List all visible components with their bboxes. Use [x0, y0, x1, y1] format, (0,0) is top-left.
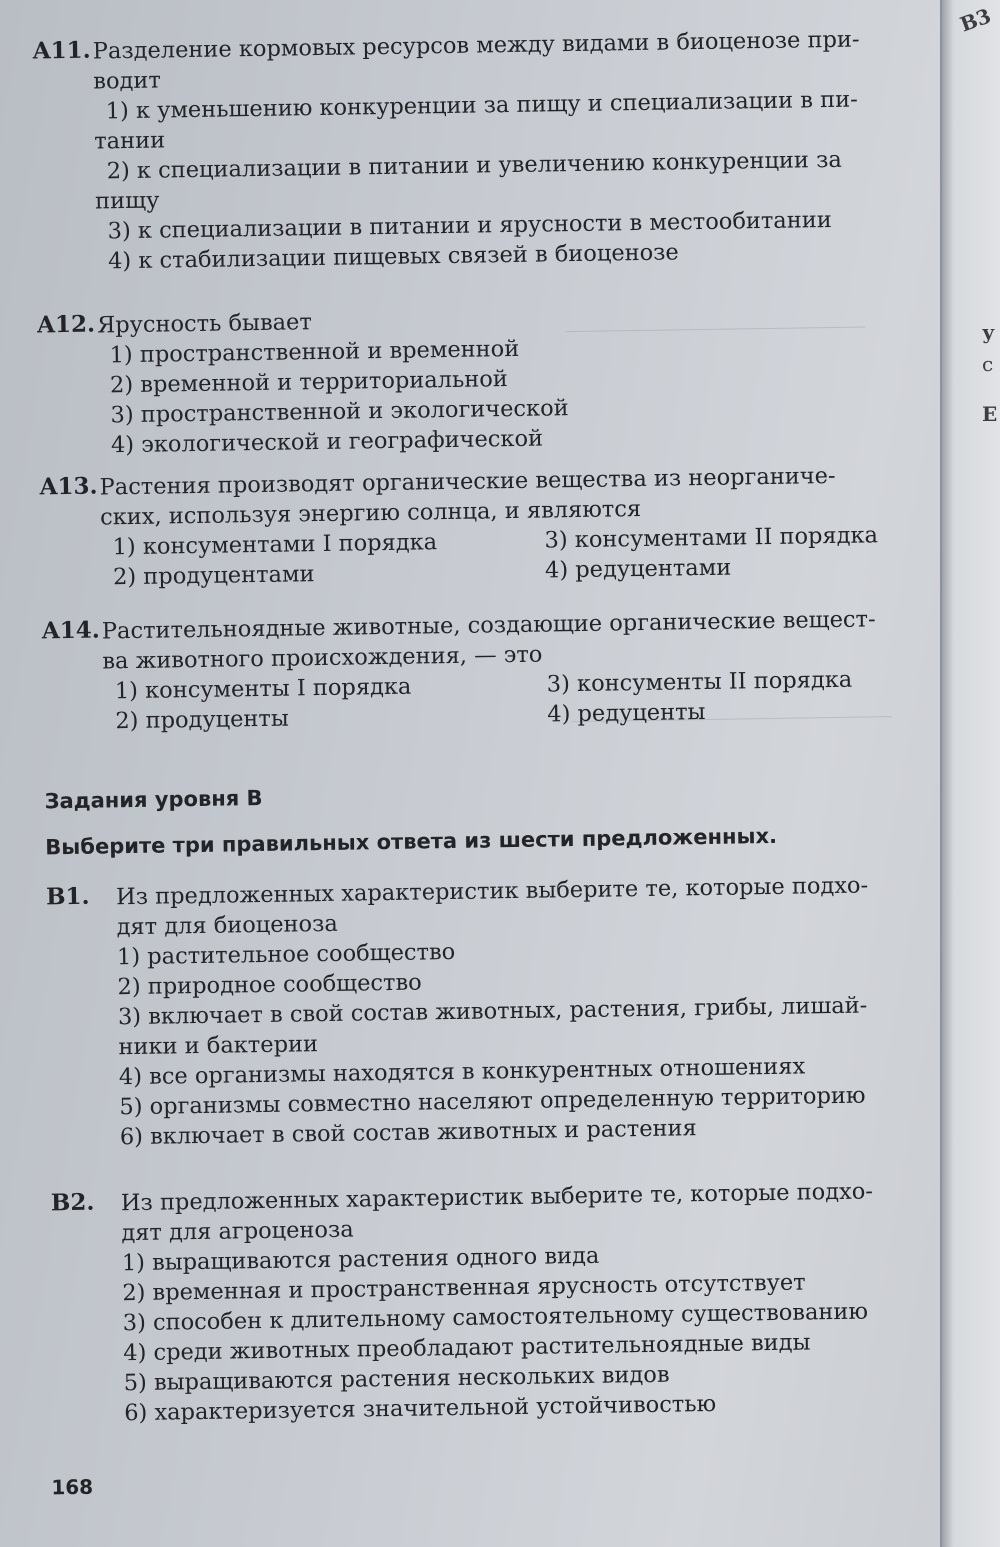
answer-option: 4) редуцентами — [544, 554, 732, 584]
answer-option: 1) пространственной и временной — [109, 335, 520, 369]
question-stem-line: ских, используя энергию солнца, и являются — [99, 495, 642, 531]
answer-option: 1) растительное сообщество — [116, 938, 456, 971]
question-number: B2. — [50, 1188, 95, 1217]
question-a11 — [33, 24, 912, 278]
question-b2 — [51, 1176, 930, 1430]
answer-option: 2) к специализации в питании и увеличению конкуренции за — [106, 146, 842, 185]
answer-option: 1) консументы I порядка — [114, 673, 412, 705]
question-a14 — [42, 604, 919, 738]
edge-fragment: с — [982, 352, 994, 376]
answer-option-continuation: ники и бактерии — [118, 1031, 319, 1061]
question-number: A11. — [32, 36, 91, 65]
answer-option: 2) продуценты — [115, 705, 289, 735]
edge-fragment: у — [982, 320, 995, 344]
edge-fragment: Е — [982, 402, 998, 426]
question-stem-line: Растительноядные животные, создающие органические вещест- — [101, 606, 876, 645]
answer-option: 5) выращиваются растения нескольких видов — [123, 1361, 670, 1397]
question-number: A14. — [41, 616, 100, 645]
answer-option: 4) к стабилизации пищевых связей в биоценозе — [107, 239, 679, 275]
answer-option: 1) консументами I порядка — [112, 529, 438, 561]
question-stem-line: Из предложенных характеристик выберите те, которые подхо- — [115, 872, 869, 911]
answer-option: 2) временной и территориальной — [109, 366, 508, 399]
answer-option: 1) выращиваются растения одного вида — [121, 1242, 600, 1277]
question-a13 — [39, 460, 916, 594]
answer-option: 4) редуценты — [547, 699, 706, 728]
answer-option: 3) включает в свой состав животных, растения, грибы, лишай- — [117, 992, 868, 1031]
section-heading: Задания уровня B — [44, 785, 263, 814]
answer-option: 2) временная и пространственная ярусность отсутствует — [122, 1269, 806, 1307]
question-stem-line: дят для биоценоза — [116, 910, 339, 941]
question-stem-line: Из предложенных характеристик выберите те, которые подхо- — [120, 1178, 874, 1217]
answer-option: 2) природное сообщество — [117, 969, 422, 1001]
question-number: A12. — [36, 310, 96, 339]
answer-option: 3) способен к длительному самостоятельному существованию — [122, 1298, 869, 1337]
question-stem-line: водит — [93, 67, 162, 95]
answer-option: 4) все организмы находятся в конкурентных отношениях — [118, 1053, 806, 1091]
question-stem-line: ва животного происхождения, — это — [102, 641, 543, 675]
answer-option: 3) консументами II порядка — [544, 522, 879, 554]
answer-option-continuation: пищу — [94, 187, 160, 215]
answer-option-continuation: тании — [94, 127, 166, 155]
question-stem-line: Разделение кормовых ресурсов между видами в биоценозе при- — [92, 26, 860, 65]
answer-option: 1) к уменьшению конкуренции за пищу и специализации в пи- — [105, 86, 858, 125]
edge-fragment: В3 — [956, 3, 995, 37]
question-a12 — [37, 298, 914, 462]
question-stem-line: дят для агроценоза — [121, 1216, 354, 1247]
section-instruction: Выберите три правильных ответа из шести предложенных. — [45, 823, 778, 860]
answer-option: 3) консументы II порядка — [546, 666, 853, 698]
answer-option: 4) экологической и географической — [110, 425, 544, 459]
answer-option: 5) организмы совместно населяют определенную территорию — [119, 1082, 866, 1121]
question-b1 — [46, 870, 925, 1154]
question-stem-line: Ярусность бывает — [96, 309, 313, 339]
question-number: A13. — [39, 472, 98, 501]
answer-option: 6) характеризуется значительной устойчивостью — [124, 1390, 717, 1427]
answer-option: 3) пространственной и экологической — [110, 395, 569, 429]
answer-option: 3) к специализации в питании и ярусности в местообитании — [107, 206, 832, 245]
question-number: B1. — [45, 882, 90, 911]
question-stem-line: Растения производят органические вещества из неорганиче- — [99, 462, 836, 501]
page-number: 168 — [51, 1474, 94, 1500]
answer-option: 4) среди животных преобладают растительноядные виды — [123, 1329, 811, 1367]
answer-option: 2) продуцентами — [112, 561, 315, 591]
answer-option: 6) включает в свой состав животных и растения — [119, 1115, 697, 1151]
